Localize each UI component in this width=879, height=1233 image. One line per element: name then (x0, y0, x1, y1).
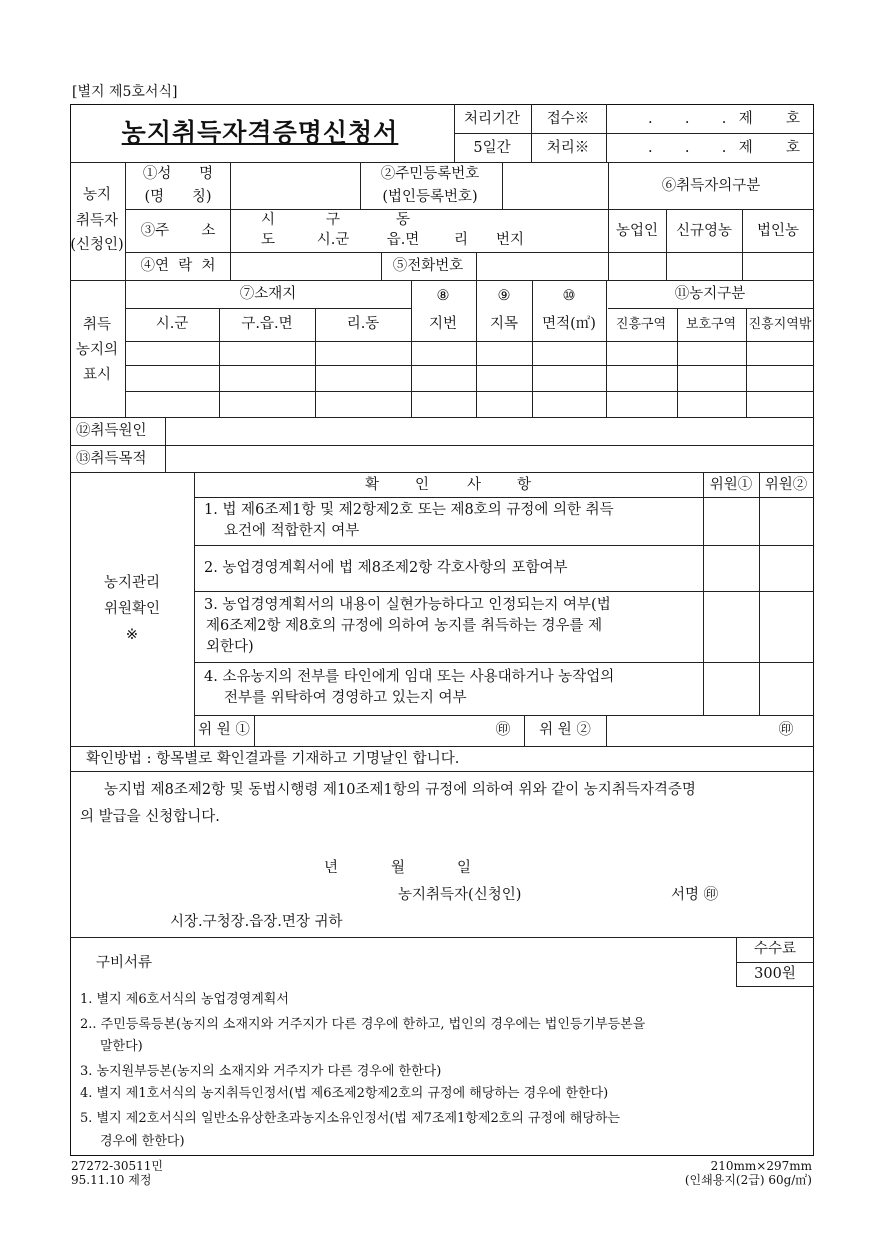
fee-label: 수수료 (753, 941, 797, 957)
document-item: 경우에 한한다) (100, 1134, 185, 1149)
land-row[interactable] (126, 366, 814, 390)
purpose-label: ⑬취득목적 (76, 451, 147, 467)
process-label: 처리※ (546, 140, 590, 156)
applicant-section-label-3: (신청인) (70, 237, 124, 253)
zone-label: ⑪농지구분 (674, 286, 746, 302)
form-number-label: [별지 제5호서식] (72, 84, 178, 100)
date-month-label: 월 (390, 860, 406, 876)
signature-label: 서명 ㊞ (671, 887, 719, 903)
address-part-sigun: 시.군 (316, 232, 350, 248)
name-label-alt: (명 칭) (144, 189, 212, 205)
fee-value: 300원 (754, 966, 796, 982)
receipt-date: . . . (648, 111, 727, 127)
check-item-2: 2. 농업경영계획서에 법 제8조제2항 각호사항의 포함여부 (204, 560, 568, 576)
form-code: 27272-30511민 (71, 1159, 163, 1173)
document-item: 5. 별지 제2호서식의 일반소유상한초과농지소유인정서(법 제7조제1항제2호의 규정에 해당하는 (80, 1111, 620, 1126)
document-item: 2.. 주민등록등본(농지의 소재지와 거주지가 다른 경우에 한하고, 법인의 경우에는 법인등기부등본을 (80, 1017, 646, 1032)
phone-field[interactable] (478, 254, 606, 278)
col-outside-zone: 진흥지역밖 (748, 317, 812, 332)
address-part-do: 도 (260, 232, 276, 248)
land-row[interactable] (126, 392, 814, 416)
purpose-field[interactable] (167, 446, 813, 471)
check-header-char: 인 (414, 477, 430, 493)
document-item: 말한다) (100, 1039, 143, 1054)
land-row[interactable] (126, 342, 814, 364)
type-corporation: 법인농 (756, 223, 800, 239)
addressee: 시장.구청장.읍장.면장 귀하 (170, 914, 343, 930)
col-category: 지목 (489, 316, 519, 332)
address-part-si: 시 (260, 212, 276, 228)
id-number-field[interactable] (504, 164, 606, 207)
document-item: 3. 농지원부등본(농지의 소재지와 거주지가 다른 경우에 한한다) (80, 1064, 442, 1079)
member2-header: 위원② (764, 477, 808, 493)
area-marker: ⑩ (562, 288, 576, 304)
declaration-text: 농지법 제8조제2항 및 동법시행령 제10조제1항의 규정에 의하여 위와 같이 농지취득자격증명 (104, 782, 696, 798)
address-label: ③주 소 (140, 223, 216, 239)
processing-period-label: 처리기간 (463, 111, 521, 127)
contact-field[interactable] (232, 254, 379, 278)
col-gueupmyeon: 구.읍.면 (241, 316, 293, 332)
form-title: 농지취득자격증명신청서 (121, 118, 399, 147)
check-item-4-cont: 전부를 위탁하여 경영하고 있는지 여부 (224, 690, 467, 706)
col-promotion-zone: 진흥구역 (615, 317, 667, 332)
reason-field[interactable] (167, 418, 813, 444)
check-header-char: 항 (516, 477, 532, 493)
date-year-label: 년 (323, 860, 339, 876)
col-protection-zone: 보호구역 (685, 317, 737, 332)
check-item-4: 4. 소유농지의 전부를 타인에게 임대 또는 사용대하거나 농작업의 (204, 669, 615, 685)
applicant-section-label-2: 취득자 (75, 213, 119, 229)
reason-label: ⑫취득원인 (76, 423, 147, 439)
col-lot-number: 지번 (428, 316, 458, 332)
category-marker: ⑨ (497, 288, 511, 304)
land-section-label: 취득 (82, 317, 112, 333)
id-label-alt: (법인등록번호) (382, 189, 478, 205)
committee-section-label-3: ※ (125, 627, 139, 643)
member1-label: 위 원 ① (198, 722, 250, 738)
check-item-3: 3. 농업경영계획서의 내용이 실현가능하다고 인정되는지 여부(법 (204, 597, 611, 613)
processing-period-value: 5일간 (473, 140, 511, 156)
paper-size: 210mm×297mm (710, 1159, 812, 1173)
col-ridong: 리.동 (346, 316, 380, 332)
land-section-label-3: 표시 (82, 367, 112, 383)
committee-section-label: 농지관리 (103, 575, 161, 591)
check-header-char: 확 (364, 477, 380, 493)
check-item-3-cont: 제6조제2항 제8호의 규정에 의하여 농지를 취득하는 경우를 제 (206, 618, 603, 634)
lot-number-marker: ⑧ (436, 288, 450, 304)
date-day-label: 일 (456, 860, 472, 876)
type-new-farmer: 신규영농 (675, 223, 733, 239)
name-field[interactable] (232, 164, 358, 207)
applicant-sign-label: 농지취득자(신청인) (398, 887, 522, 903)
check-item-1: 1. 법 제6조제1항 및 제2항제2호 또는 제8호의 규정에 의한 취득 (204, 502, 614, 518)
col-area: 면적(㎡) (542, 316, 596, 332)
applicant-section-label: 농지 (82, 187, 112, 203)
declaration-text-cont: 의 발급을 신청합니다. (80, 809, 220, 825)
committee-section-label-2: 위원확인 (103, 601, 161, 617)
address-part-bunji: 번지 (495, 232, 525, 248)
check-header-char: 사 (466, 477, 482, 493)
member2-seal: ㊞ (778, 722, 794, 738)
member1-seal: ㊞ (495, 722, 511, 738)
id-label: ②주민등록번호 (380, 166, 480, 182)
document-item: 4. 별지 제1호서식의 농지취득인정서(법 제6조제2항제2호의 규정에 해당하는 경우에 한한다) (80, 1086, 609, 1101)
confirm-method-note: 확인방법 : 항목별로 확인결과를 기재하고 기명날인 합니다. (86, 751, 460, 767)
process-date: . . . (648, 140, 727, 156)
receipt-number: 제 호 (738, 111, 808, 127)
paper-spec: (인쇄용지(2급) 60g/㎡) (684, 1173, 812, 1187)
address-part-eupmyeon: 읍.면 (386, 232, 420, 248)
address-part-ri: 리 (453, 232, 469, 248)
applicant-type-label: ⑥취득자의구분 (661, 178, 761, 194)
document-item: 1. 별지 제6호서식의 농업경영계획서 (80, 992, 289, 1007)
col-sigun: 시.군 (155, 316, 189, 332)
process-number: 제 호 (738, 140, 808, 156)
receipt-label: 접수※ (546, 111, 590, 127)
check-item-3-cont2: 외한다) (206, 639, 254, 655)
form-date: 95.11.10 제정 (71, 1173, 152, 1187)
phone-label: ⑤전화번호 (392, 258, 464, 274)
check-item-1-cont: 요건에 적합한지 여부 (224, 523, 360, 539)
contact-label: ④연 락 처 (140, 258, 216, 274)
land-section-label-2: 농지의 (75, 342, 119, 358)
address-part-dong: 동 (395, 212, 411, 228)
type-farmer: 농업인 (615, 223, 659, 239)
member2-label: 위 원 ② (539, 722, 591, 738)
location-label: ⑦소재지 (239, 286, 297, 302)
address-part-gu: 구 (325, 212, 341, 228)
member1-header: 위원① (709, 477, 753, 493)
name-label: ①성 명 (142, 166, 214, 182)
documents-label: 구비서류 (96, 955, 153, 971)
